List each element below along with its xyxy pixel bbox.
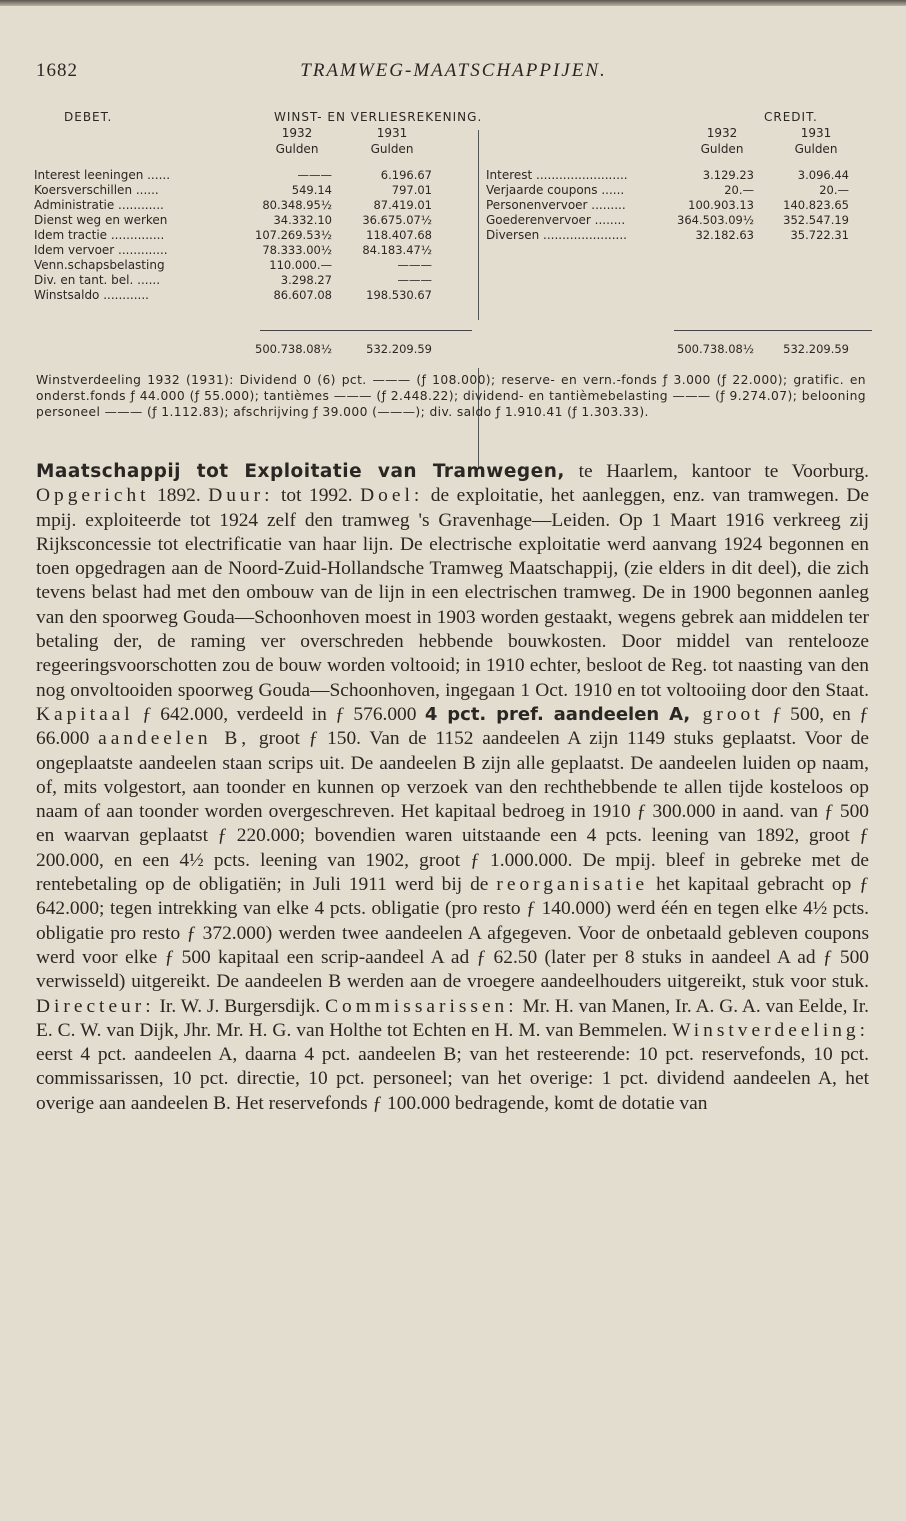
credit-year-1931: 1931 — [800, 126, 832, 140]
credit-unit-1931: Gulden — [794, 142, 838, 156]
debet-row-label: Idem vervoer ............. — [34, 243, 168, 257]
pref-shares-label: 4 pct. pref. aandeelen A, — [424, 703, 691, 725]
keyword-winstverdeeling: Winstverdeeling: — [672, 1019, 869, 1041]
article-text: te Haarlem, kantoor te Voorburg. — [564, 461, 869, 482]
debet-row-1931: 6.196.67 — [380, 168, 432, 182]
page-top-edge — [0, 0, 906, 6]
debet-row-1932: 549.14 — [291, 183, 332, 197]
debet-row-1932: 80.348.95½ — [262, 198, 332, 212]
debet-row-label: Venn.schapsbelasting — [34, 258, 165, 272]
debet-row-label: Winstsaldo ............ — [34, 288, 149, 302]
article-text: het kapitaal gebracht op ƒ 642.000; tegen intrekking van elke 4 pcts. obligatie (pro resto ƒ 140.000) werd één en tegen elke 4½ pcts. obligatie pro resto ƒ 372.000) werden twee aandeelen A afgegeven. Voor de onbetaald gebleven coupons werd voor elke ƒ 500 kapitaal een scrip-aandeel A ad ƒ 62.50 (later per 8 stuks in aandeel A ad ƒ 500 verwisseld) uitgereikt. De aandeelen B werden aan de vroegere aandeelhouders uitgereikt, stuk voor stuk. — [36, 874, 869, 993]
credit-total-rule — [674, 330, 872, 332]
keyword-aandeelen-b: aandeelen B, — [98, 728, 251, 750]
credit-total-1932: 500.738.08½ — [677, 342, 754, 356]
debet-row-1931: ——— — [397, 258, 432, 272]
debet-label: DEBET. — [64, 110, 113, 124]
credit-total-1931: 532.209.59 — [783, 342, 849, 356]
keyword-duur: Duur: — [208, 485, 274, 507]
profit-distribution-notes — [36, 372, 866, 420]
debet-unit-1931: Gulden — [370, 142, 414, 156]
debet-row-label: Interest leeningen ...... — [34, 168, 171, 182]
debet-row-1932: 86.607.08 — [273, 288, 332, 302]
debet-row-1931: 36.675.07½ — [362, 213, 432, 227]
debet-row-1931: 87.419.01 — [373, 198, 432, 212]
credit-row — [486, 183, 874, 198]
debet-row-label: Koersverschillen ...... — [34, 183, 159, 197]
debet-row — [34, 198, 474, 213]
credit-row-label: Personenvervoer ......... — [486, 198, 626, 212]
article-text: eerst 4 pct. aandeelen A, daarna 4 pct. aandeelen B; van het resteerende: 10 pct. reservefonds, 10 pct. commissarissen, 10 pct. directie, 10 pct. personeel; van het overige: 1 pct. dividend aandeelen A, het overige aan aandeelen B. Het reservefonds ƒ 100.000 bedragende, komt de dotatie van — [36, 1044, 869, 1114]
credit-row-1932: 20.— — [724, 183, 754, 197]
credit-row-1932: 100.903.13 — [688, 198, 754, 212]
credit-row — [486, 198, 874, 213]
column-divider — [478, 130, 480, 320]
debet-row-label: Dienst weg en werken — [34, 213, 168, 227]
article-text: Mr. H. van Manen, Ir. A. G. A. van Eelde, Ir. E. C. W. van Dijk, Jhr. Mr. H. G. van Holthe tot Echten en H. M. van Bemmelen. — [36, 995, 869, 1041]
debet-total-1931: 532.209.59 — [366, 342, 432, 356]
credit-row-label: Diversen ...................... — [486, 228, 627, 242]
credit-row-label: Goederenvervoer ........ — [486, 213, 626, 227]
debet-row-1932: ——— — [297, 168, 332, 182]
running-header — [36, 60, 871, 86]
profit-loss-statement — [34, 110, 874, 360]
debet-row-1932: 107.269.53½ — [255, 228, 332, 242]
debet-row — [34, 168, 474, 183]
debet-row-label: Administratie ............ — [34, 198, 164, 212]
page-title: TRAMWEG-MAATSCHAPPIJEN. — [300, 60, 607, 81]
debet-row — [34, 213, 474, 228]
keyword-reorganisatie: reorganisatie — [496, 874, 649, 896]
company-name-heading: Maatschappij tot Exploitatie van Tramwegen, — [36, 461, 565, 482]
article-text: de exploitatie, het aanleggen, enz. van tramwegen. De mpij. exploiteerde tot 1924 zelf den tramweg 's Gravenhage—Leiden. Op 1 Maart 1916 verkreeg zij Rijksconcessie tot electrificatie van haar lijn. De electrische exploitatie werd aanvang 1924 begonnen en toen opgedragen aan de Noord-Zuid-Hollandsche Tramweg Maatschappij, (zie elders in dit deel), die zich tevens belast had met den ombouw van de lijn in een electrischen tramweg. De in 1900 begonnen aanleg van den spoorweg Gouda—Schoonhoven moest in 1903 worden gestaakt, wegens gebrek aan middelen ter betaling der, de raming ver overschreden hebbende bouwkosten. Door middel van rentelooze regeeringsvoorschotten zou de bouw worden voltooid; in 1910 echter, besloot de Reg. tot naasting van den nog onvoltooiden spoorweg Gouda—Schoonhoven, ingegaan 1 Oct. 1910 en tot voltooiing door den Staat. — [36, 485, 869, 701]
debet-row-1931: 118.407.68 — [366, 228, 432, 242]
credit-row — [486, 213, 874, 228]
article-text: tot 1992. — [273, 485, 361, 507]
debet-row-label: Div. en tant. bel. ...... — [34, 273, 161, 287]
credit-row — [486, 228, 874, 243]
debet-row — [34, 243, 474, 258]
credit-row-1932: 32.182.63 — [695, 228, 754, 242]
article-text: ƒ 500, en ƒ 66.000 — [36, 703, 869, 750]
credit-row-1931: 20.— — [819, 183, 849, 197]
debet-row — [34, 183, 474, 198]
statement-title: WINST- EN VERLIESREKENING. — [274, 110, 483, 124]
debet-year-1931: 1931 — [376, 126, 408, 140]
credit-row — [486, 168, 874, 183]
credit-row-1932: 364.503.09½ — [677, 213, 754, 227]
article-paragraph — [36, 460, 869, 1116]
debet-row-1931: ——— — [397, 273, 432, 287]
keyword-directeur: Directeur: — [36, 995, 155, 1017]
keyword-opgericht: Opgericht — [36, 485, 150, 507]
keyword-groot: groot — [690, 703, 764, 725]
debet-row-1932: 3.298.27 — [280, 273, 332, 287]
article-text: ƒ 642.000, verdeeld in ƒ 576.000 — [133, 703, 425, 725]
keyword-kapitaal: Kapitaal — [36, 703, 134, 725]
credit-year-1932: 1932 — [706, 126, 738, 140]
debet-row — [34, 288, 474, 303]
debet-row-1932: 34.332.10 — [273, 213, 332, 227]
debet-row-1932: 110.000.— — [269, 258, 332, 272]
debet-row — [34, 273, 474, 288]
company-article — [36, 460, 869, 1116]
debet-unit-1932: Gulden — [275, 142, 319, 156]
debet-row-1932: 78.333.00½ — [262, 243, 332, 257]
debet-year-1932: 1932 — [281, 126, 313, 140]
page-number: 1682 — [36, 60, 78, 81]
debet-total-rule — [260, 330, 472, 332]
credit-row-label: Interest ........................ — [486, 168, 628, 182]
keyword-doel: Doel: — [360, 485, 424, 507]
credit-total-row — [486, 342, 874, 357]
credit-row-1931: 3.096.44 — [797, 168, 849, 182]
credit-unit-1932: Gulden — [700, 142, 744, 156]
debet-total-1932: 500.738.08½ — [255, 342, 332, 356]
debet-row — [34, 258, 474, 273]
keyword-commissarissen: Commissarissen: — [325, 995, 518, 1017]
credit-row-label: Verjaarde coupons ...... — [486, 183, 625, 197]
credit-row-1931: 352.547.19 — [783, 213, 849, 227]
credit-row-1931: 35.722.31 — [790, 228, 849, 242]
article-text: groot ƒ 150. Van de 1152 aandeelen A zijn 1149 stuks geplaatst. Voor de ongeplaatste aandeelen staan scrips uit. De aandeelen B zijn alle geplaatst. De aandeelen luiden op naam, of, mits volgestort, aan toonder en kunnen op verzoek van den rechthebbende te allen tijde kosteloos op naam of aan toonder worden overgeschreven. Het kapitaal bedroeg in 1910 ƒ 300.000 in aand. van ƒ 500 en waarvan geplaatst ƒ 220.000; bovendien waren uitstaande een 4 pcts. leening van 1892, groot ƒ 200.000, en een 4½ pcts. leening van 1902, groot ƒ 1.000.000. De mpij. bleef in gebreke met de rentebetaling op de obligatiën; in Juli 1911 werd bij de — [36, 728, 870, 896]
debet-row — [34, 228, 474, 243]
debet-row-1931: 797.01 — [391, 183, 432, 197]
profit-distribution-text: Winstverdeeling 1932 (1931): Dividend 0 (6) pct. ——— (ƒ 108.000); reserve- en vern.-fonds ƒ 3.000 (ƒ 22.000); gratific. en onderst.fonds ƒ 44.000 (ƒ 55.000); tantièmes ——— (ƒ 2.448.22); dividend- en tantièmebelasting ——— (ƒ 9.274.07); belooning personeel ——— (ƒ 1.112.83); afschrijving ƒ 39.000 (———); div. saldo ƒ 1.910.41 (ƒ 1.303.33). — [36, 373, 866, 419]
debet-row-label: Idem tractie .............. — [34, 228, 165, 242]
credit-label: CREDIT. — [764, 110, 818, 124]
debet-row-1931: 84.183.47½ — [362, 243, 432, 257]
credit-row-1932: 3.129.23 — [702, 168, 754, 182]
article-text: Ir. W. J. Burgersdijk. — [154, 995, 326, 1017]
debet-row-1931: 198.530.67 — [366, 288, 432, 302]
credit-row-1931: 140.823.65 — [783, 198, 849, 212]
article-text: 1892. — [149, 485, 209, 507]
debet-total-row — [34, 342, 474, 357]
